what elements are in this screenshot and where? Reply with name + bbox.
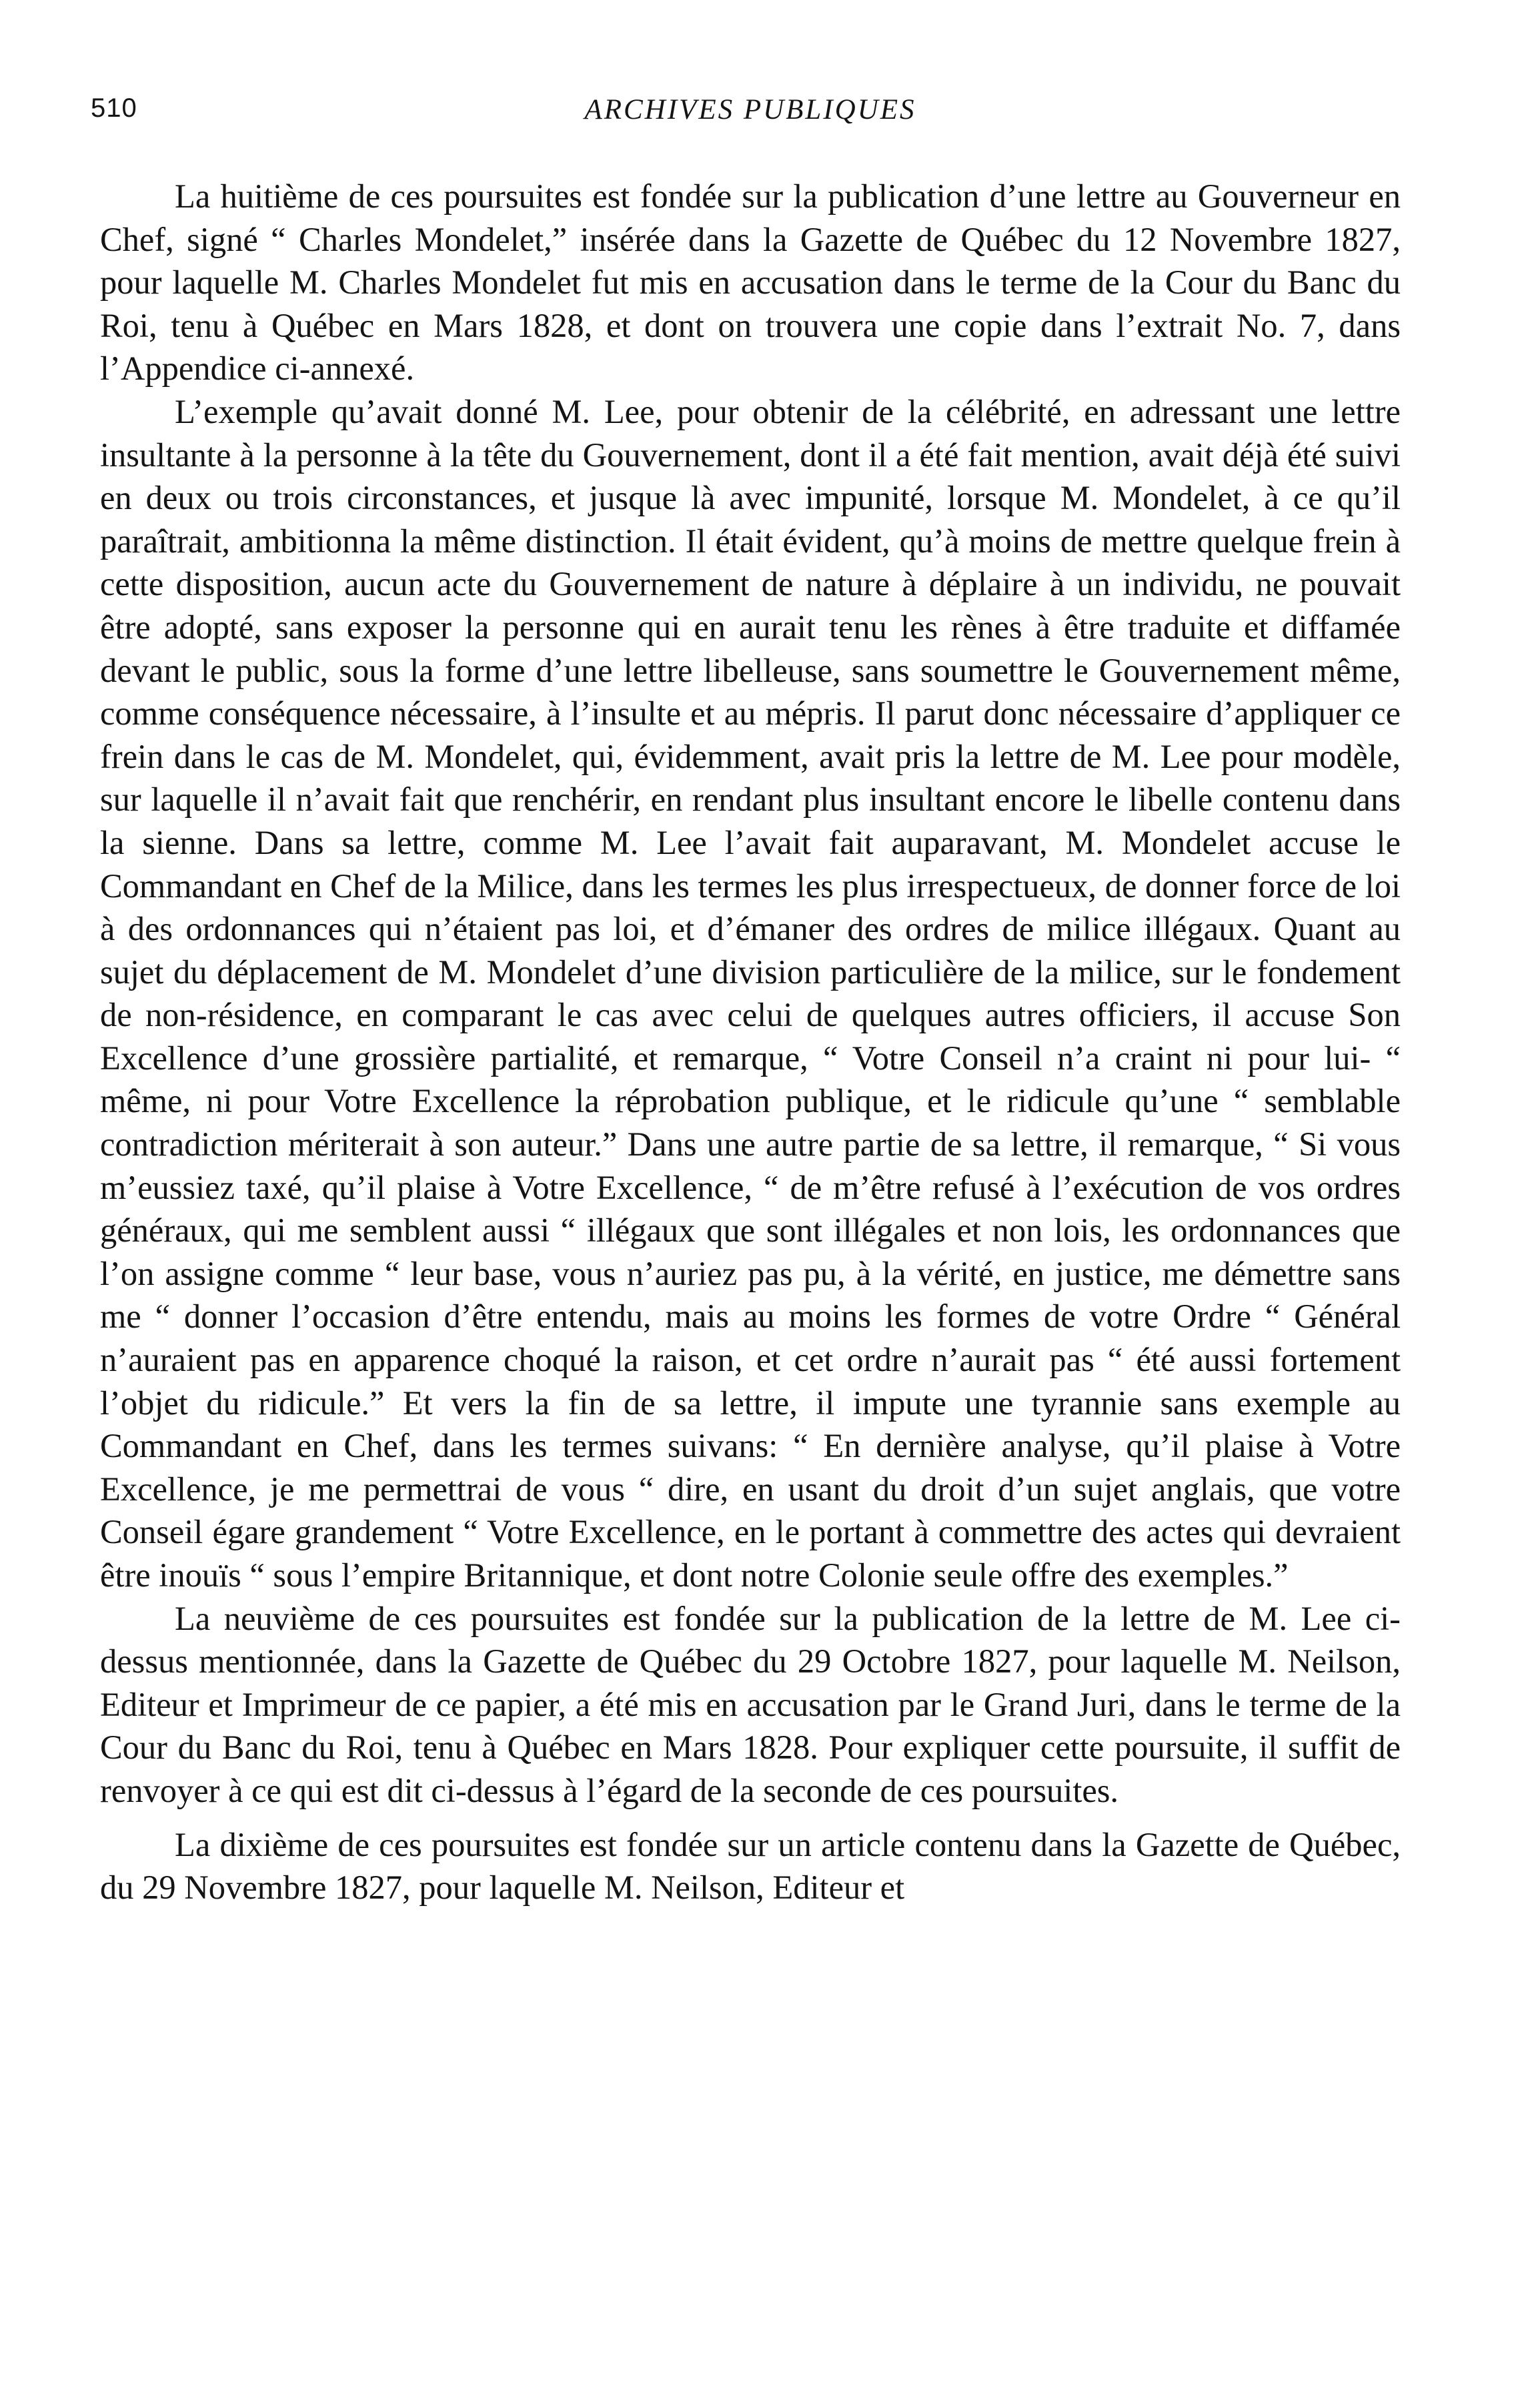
- running-title: ARCHIVES PUBLIQUES: [584, 94, 916, 125]
- paragraph-ninth-prosecution: La neuvième de ces poursuites est fondée sur la publication de la lettre de M. Lee ci-dessus mentionnée, dans la Gazette de Québec du 29 Octobre 1827, pour laquelle M. Neilson, Editeur et Imprimeur de ce papier, a été mis en accusation par le Grand Juri, dans le terme de la Cour du Banc du Roi, tenu à Québec en Mars 1828. Pour expliquer cette poursuite, il suffit de renvoyer à ce qui est dit ci-dessus à l’égard de la seconde de ces poursuites.: [100, 1599, 1401, 1809]
- running-head: [91, 93, 1401, 136]
- body-text: [100, 175, 1401, 1909]
- page: [91, 93, 1401, 1909]
- page-number: 510: [91, 93, 137, 123]
- paragraph-lee-example: L’exemple qu’avait donné M. Lee, pour obtenir de la célébrité, en adressant une lettre insultante à la personne à la tête du Gouvernement, dont il a été fait mention, avait déjà été suivi en deux ou trois circonstances, et jusque là avec impunité, lorsque M. Mondelet, à ce qu’il paraîtrait, ambitionna la même distinction. Il était évident, qu’à moins de mettre quelque frein à cette disposition, aucun acte du Gouvernement de nature à déplaire à un individu, ne pouvait être adopté, sans exposer la personne qui en aurait tenu les rènes à être traduite et diffamée devant le public, sous la forme d’une lettre libelleuse, sans soumettre le Gouvernement même, comme conséquence nécessaire, à l’insulte et au mépris. Il parut donc nécessaire d’appliquer ce frein dans le cas de M. Mondelet, qui, évidemment, avait pris la lettre de M. Lee pour modèle, sur laquelle il n’avait fait que renchérir, en rendant plus insultant encore le libelle contenu dans la sienne. Dans sa lettre, comme M. Lee l’avait fait auparavant, M. Mondelet accuse le Commandant en Chef de la Milice, dans les termes les plus irrespectueux, de donner force de loi à des ordonnances qui n’étaient pas loi, et d’émaner des ordres de milice illégaux. Quant au sujet du déplacement de M. Mondelet d’une division particulière de la milice, sur le fondement de non-résidence, en comparant le cas avec celui de quelques autres officiers, il accuse Son Excellence d’une grossière partialité, et remarque, “ Votre Conseil n’a craint ni pour lui- “ même, ni pour Votre Excellence la réprobation publique, et le ridicule qu’une “ semblable contradiction mériterait à son auteur.” Dans une autre partie de sa lettre, il remarque, “ Si vous m’eussiez taxé, qu’il plaise à Votre Excellence, “ de m’être refusé à l’exécution de vos ordres généraux, qui me semblent aussi “ illégaux que sont illégales et non lois, les ordonnances que l’on assigne comme “ leur base, vous n’auriez pas pu, à la vérité, en justice, me démettre sans me “ donner l’occasion d’être entendu, mais au moins les formes de votre Ordre “ Général n’auraient pas en apparence choqué la raison, et cet ordre n’aurait pas “ été aussi fortement l’objet du ridicule.” Et vers la fin de sa lettre, il impute une tyrannie sans exemple au Commandant en Chef, dans les termes suivans: “ En dernière analyse, qu’il plaise à Votre Excellence, je me permettrai de vous “ dire, en usant du droit d’un sujet anglais, que votre Conseil égare grandement “ Votre Excellence, en le portant à commettre des actes qui devraient être inouïs “ sous l’empire Britannique, et dont notre Colonie seule offre des exemples.”: [100, 392, 1401, 1594]
- paragraph-eighth-prosecution: La huitième de ces poursuites est fondée sur la publication d’une lettre au Gouverneur en Chef, signé “ Charles Mondelet,” insérée dans la Gazette de Québec du 12 Novembre 1827, pour laquelle M. Charles Mondelet fut mis en accusation dans le terme de la Cour du Banc du Roi, tenu à Québec en Mars 1828, et dont on trouvera une copie dans l’extrait No. 7, dans l’Appendice ci-annexé.: [100, 177, 1401, 388]
- paragraph-tenth-prosecution: La dixième de ces poursuites est fondée sur un article contenu dans la Gazette de Québec, du 29 Novembre 1827, pour laquelle M. Neilson, Editeur et: [100, 1825, 1401, 1907]
